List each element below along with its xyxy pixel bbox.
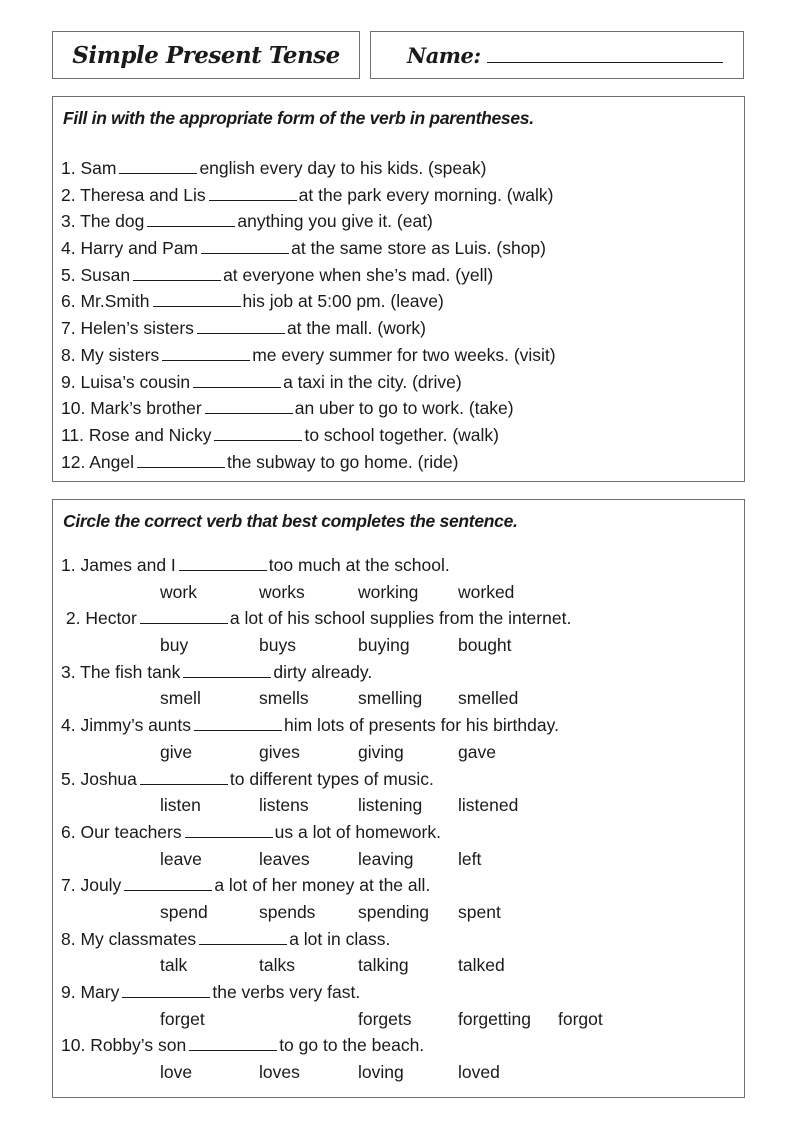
verb-option[interactable]: giving <box>358 741 404 762</box>
question-suffix: a taxi in the city. (drive) <box>283 371 462 392</box>
question-prefix: 12. Angel <box>61 451 134 472</box>
question-row <box>61 422 556 449</box>
verb-option[interactable]: spent <box>458 901 501 922</box>
verb-option[interactable]: smelling <box>358 688 423 709</box>
fill-in-section <box>52 96 745 482</box>
question-suffix: him lots of presents for his birthday. <box>284 715 559 736</box>
question-prefix: 4. Jimmy’s aunts <box>61 715 191 736</box>
question-row <box>61 262 556 289</box>
question-prefix: 7. Helen’s sisters <box>61 318 194 339</box>
question-prefix: 2. Hector <box>61 608 137 629</box>
options-row <box>61 685 571 712</box>
options-row <box>61 632 571 659</box>
question-row <box>61 208 556 235</box>
question-row <box>61 552 571 579</box>
verb-option[interactable]: talked <box>458 955 505 976</box>
question-prefix: 7. Jouly <box>61 875 122 896</box>
answer-blank[interactable] <box>197 319 285 334</box>
answer-blank[interactable] <box>153 292 241 307</box>
answer-blank[interactable] <box>194 716 282 731</box>
verb-option[interactable]: forgetting <box>458 1008 531 1029</box>
verb-option[interactable]: loved <box>458 1062 500 1083</box>
answer-blank[interactable] <box>137 453 225 468</box>
verb-option[interactable]: worked <box>458 581 515 602</box>
question-suffix: at the mall. (work) <box>286 318 426 339</box>
question-row <box>61 712 571 739</box>
verb-option[interactable]: buys <box>259 635 296 656</box>
verb-option[interactable]: listening <box>358 795 423 816</box>
question-row <box>61 449 556 476</box>
verb-option[interactable]: buy <box>160 635 189 656</box>
verb-option[interactable]: spending <box>358 901 430 922</box>
question-row <box>61 979 571 1006</box>
question-suffix: to go to the beach. <box>279 1035 425 1056</box>
verb-option[interactable]: leave <box>160 848 202 869</box>
answer-blank[interactable] <box>185 823 273 838</box>
answer-blank[interactable] <box>205 399 293 414</box>
name-label: Name: <box>407 42 481 68</box>
name-field[interactable] <box>487 62 723 63</box>
verb-option[interactable]: listen <box>160 795 201 816</box>
answer-blank[interactable] <box>201 239 289 254</box>
page-title: Simple Present Tense <box>72 41 340 69</box>
question-suffix: a lot of his school supplies from the internet. <box>229 608 572 629</box>
verb-option[interactable]: buying <box>358 635 410 656</box>
question-row <box>61 1032 571 1059</box>
verb-option[interactable]: left <box>458 848 482 869</box>
options-row <box>61 792 571 819</box>
question-prefix: 9. Luisa’s cousin <box>61 371 191 392</box>
question-row <box>61 766 571 793</box>
verb-option[interactable]: listens <box>259 795 309 816</box>
question-row <box>61 182 556 209</box>
verb-option[interactable]: love <box>160 1062 193 1083</box>
question-suffix: at everyone when she’s mad. (yell) <box>223 264 494 285</box>
question-row <box>61 659 571 686</box>
question-row <box>61 926 571 953</box>
question-row <box>61 605 571 632</box>
options-row <box>61 739 571 766</box>
verb-option[interactable]: spend <box>160 901 208 922</box>
question-suffix: at the park every morning. (walk) <box>298 184 554 205</box>
verb-option[interactable]: talking <box>358 955 409 976</box>
answer-blank[interactable] <box>209 186 297 201</box>
answer-blank[interactable] <box>124 876 212 891</box>
question-suffix: an uber to go to work. (take) <box>294 398 514 419</box>
question-prefix: 3. The dog <box>61 211 145 232</box>
verb-option[interactable]: smelled <box>458 688 519 709</box>
question-prefix: 8. My classmates <box>61 928 197 949</box>
question-prefix: 4. Harry and Pam <box>61 238 199 259</box>
options-row <box>61 952 571 979</box>
verb-option[interactable]: works <box>259 581 305 602</box>
answer-blank[interactable] <box>162 346 250 361</box>
question-suffix: english every day to his kids. (speak) <box>199 158 487 178</box>
answer-blank[interactable] <box>147 212 235 227</box>
question-suffix: to school together. (walk) <box>304 424 499 445</box>
title-box <box>52 31 360 79</box>
question-suffix: me every summer for two weeks. (visit) <box>252 344 556 365</box>
answer-blank[interactable] <box>193 373 281 388</box>
question-suffix: too much at the school. <box>268 555 450 575</box>
question-prefix: 11. Rose and Nicky <box>61 424 212 445</box>
question-prefix: 3. The fish tank <box>61 661 181 682</box>
section1-instruction: Fill in with the appropriate form of the verb in parentheses. <box>63 108 534 128</box>
verb-option[interactable]: gave <box>458 741 496 762</box>
question-row <box>61 155 556 182</box>
answer-blank[interactable] <box>214 426 302 441</box>
question-suffix: at the same store as Luis. (shop) <box>291 238 546 259</box>
verb-option[interactable]: give <box>160 741 193 762</box>
question-prefix: 8. My sisters <box>61 344 160 365</box>
answer-blank[interactable] <box>133 266 221 281</box>
options-row <box>61 579 571 606</box>
question-prefix: 2. Theresa and Lis <box>61 184 206 205</box>
question-row <box>61 872 571 899</box>
question-row <box>61 288 556 315</box>
verb-option[interactable]: working <box>358 581 419 602</box>
section2-question-list <box>61 552 603 1086</box>
answer-blank[interactable] <box>140 770 228 785</box>
question-prefix: 5. Susan <box>61 264 131 285</box>
verb-option[interactable]: forgot <box>558 1008 603 1029</box>
verb-option[interactable]: work <box>160 581 197 602</box>
question-prefix: 9. Mary <box>61 982 120 1002</box>
question-row <box>61 235 556 262</box>
options-row <box>61 1006 603 1033</box>
verb-option[interactable]: listened <box>458 795 519 816</box>
question-suffix: the subway to go home. (ride) <box>226 451 459 472</box>
verb-option[interactable]: bought <box>458 635 512 656</box>
answer-blank[interactable] <box>183 663 271 678</box>
question-prefix: 1. James and I <box>61 555 176 575</box>
verb-option[interactable]: leaving <box>358 848 414 869</box>
question-suffix: to different types of music. <box>229 768 434 789</box>
circle-verb-section <box>52 499 745 1098</box>
answer-blank[interactable] <box>140 609 228 624</box>
verb-option[interactable]: smell <box>160 688 201 709</box>
question-prefix: 5. Joshua <box>61 768 137 789</box>
question-row <box>61 342 556 369</box>
question-prefix: 6. Our teachers <box>61 821 182 842</box>
verb-option[interactable]: leaves <box>259 848 310 869</box>
answer-blank[interactable] <box>189 1036 277 1051</box>
question-suffix: anything you give it. (eat) <box>237 211 433 232</box>
question-prefix: 1. Sam <box>61 158 117 178</box>
section2-instruction: Circle the correct verb that best completes the sentence. <box>63 511 518 531</box>
verb-option[interactable]: talk <box>160 955 188 976</box>
verb-option[interactable]: spends <box>259 901 316 922</box>
verb-option[interactable]: forget <box>160 1008 205 1029</box>
verb-option[interactable]: forgets <box>358 1008 412 1029</box>
question-prefix: 10. Robby’s son <box>61 1035 187 1056</box>
question-suffix: dirty already. <box>273 661 373 682</box>
question-suffix: a lot in class. <box>289 928 391 949</box>
question-prefix: 10. Mark’s brother <box>61 398 202 419</box>
section1-question-list <box>61 155 556 475</box>
verb-option[interactable]: gives <box>259 741 300 762</box>
answer-blank[interactable] <box>122 983 210 998</box>
verb-option[interactable]: talks <box>259 955 295 976</box>
question-row <box>61 395 556 422</box>
question-row <box>61 315 556 342</box>
verb-option[interactable]: loving <box>358 1062 404 1083</box>
question-suffix: the verbs very fast. <box>212 982 361 1002</box>
answer-blank[interactable] <box>199 930 287 945</box>
answer-blank[interactable] <box>179 556 267 571</box>
question-suffix: us a lot of homework. <box>274 821 441 842</box>
question-row <box>61 819 571 846</box>
question-row <box>61 369 556 396</box>
question-prefix: 6. Mr.Smith <box>61 291 150 312</box>
verb-option[interactable]: loves <box>259 1062 300 1083</box>
name-box <box>370 31 744 79</box>
answer-blank[interactable] <box>119 159 197 174</box>
verb-option[interactable]: smells <box>259 688 309 709</box>
options-row <box>61 846 571 873</box>
question-suffix: his job at 5:00 pm. (leave) <box>242 291 444 312</box>
options-row <box>61 1059 571 1086</box>
question-suffix: a lot of her money at the all. <box>214 875 431 896</box>
options-row <box>61 899 571 926</box>
